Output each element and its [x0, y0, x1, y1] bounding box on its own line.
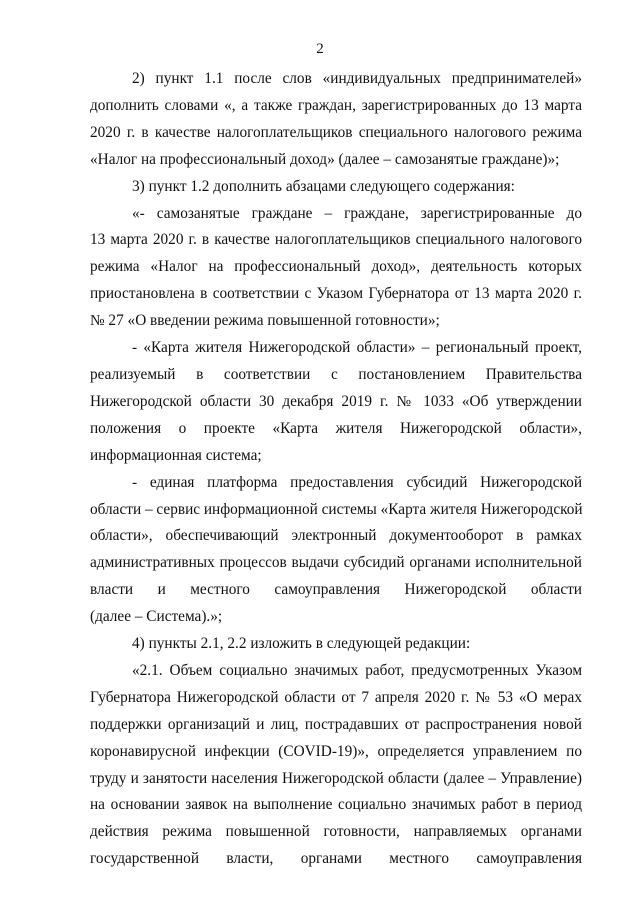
text-line: 13 марта 2020 г. в качестве налогоплательщиков специального налогового — [90, 231, 582, 249]
text-line: дополнить словами «, а также граждан, зарегистрированных до 13 марта — [90, 96, 582, 114]
text-line: (далее – Система).»; — [90, 608, 223, 626]
text-line: государственной власти, органами местного самоуправления — [90, 850, 582, 868]
text-line: коронавирусной инфекции (COVID-19)», определяется управлением по — [90, 742, 582, 760]
paragraph — [90, 66, 582, 174]
text-line: «2.1. Объем социально значимых работ, предусмотренных Указом — [132, 661, 582, 679]
text-line: 2020 г. в качестве налогоплательщиков специального налогового режима — [90, 123, 582, 141]
text-line: 4) пункты 2.1, 2.2 изложить в следующей редакции: — [132, 635, 471, 653]
text-line: Губернатора Нижегородской области от 7 апреля 2020 г. № 53 «О мерах — [90, 688, 582, 706]
paragraph — [90, 335, 582, 470]
text-line: поддержки организаций и лиц, пострадавших от распространения новой — [90, 715, 582, 733]
text-line: области – сервис информационной системы «Карта жителя Нижегородской — [90, 500, 583, 518]
text-line: - «Карта жителя Нижегородской области» – региональный проект, — [132, 339, 582, 357]
text-line: на основании заявок на выполнение социально значимых работ в период — [90, 796, 582, 814]
paragraph — [90, 174, 582, 201]
text-line: № 27 «О введении режима повышенной готовности»; — [90, 312, 440, 330]
page-number: 2 — [316, 41, 324, 57]
paragraph — [90, 658, 582, 873]
text-line: 3) пункт 1.2 дополнить абзацами следующего содержания: — [132, 177, 515, 195]
text-line: действия режима повышенной готовности, направляемых органами — [90, 823, 582, 841]
text-line: информационная система; — [90, 446, 262, 464]
text-line: положения о проекте «Карта жителя Нижегородской области», — [90, 419, 582, 437]
paragraph — [90, 201, 582, 336]
text-line: режима «Налог на профессиональный доход», деятельность которых — [90, 258, 582, 276]
text-line: власти и местного самоуправления Нижегородской области — [90, 581, 582, 599]
text-line: административных процессов выдачи субсидий органами исполнительной — [90, 554, 582, 572]
paragraph — [90, 470, 582, 631]
text-line: области», обеспечивающий электронный документооборот в рамках — [90, 527, 582, 545]
text-line: «- самозанятые граждане – граждане, зарегистрированные до — [132, 204, 582, 222]
text-line: 2) пункт 1.1 после слов «индивидуальных предпринимателей» — [132, 70, 582, 87]
text-line: труду и занятости населения Нижегородской области (далее – Управление) — [90, 769, 582, 787]
text-line: приостановлена в соответствии с Указом Губернатора от 13 марта 2020 г. — [90, 285, 582, 303]
document-body — [90, 66, 582, 873]
text-line: - единая платформа предоставления субсидий Нижегородской — [132, 473, 582, 491]
paragraph — [90, 631, 582, 658]
text-line: реализуемый в соответствии с постановлением Правительства — [90, 365, 582, 383]
text-line: Нижегородской области 30 декабря 2019 г. № 1033 «Об утверждении — [90, 392, 582, 410]
text-line: «Налог на профессиональный доход» (далее – самозанятые граждане)»; — [90, 150, 560, 168]
